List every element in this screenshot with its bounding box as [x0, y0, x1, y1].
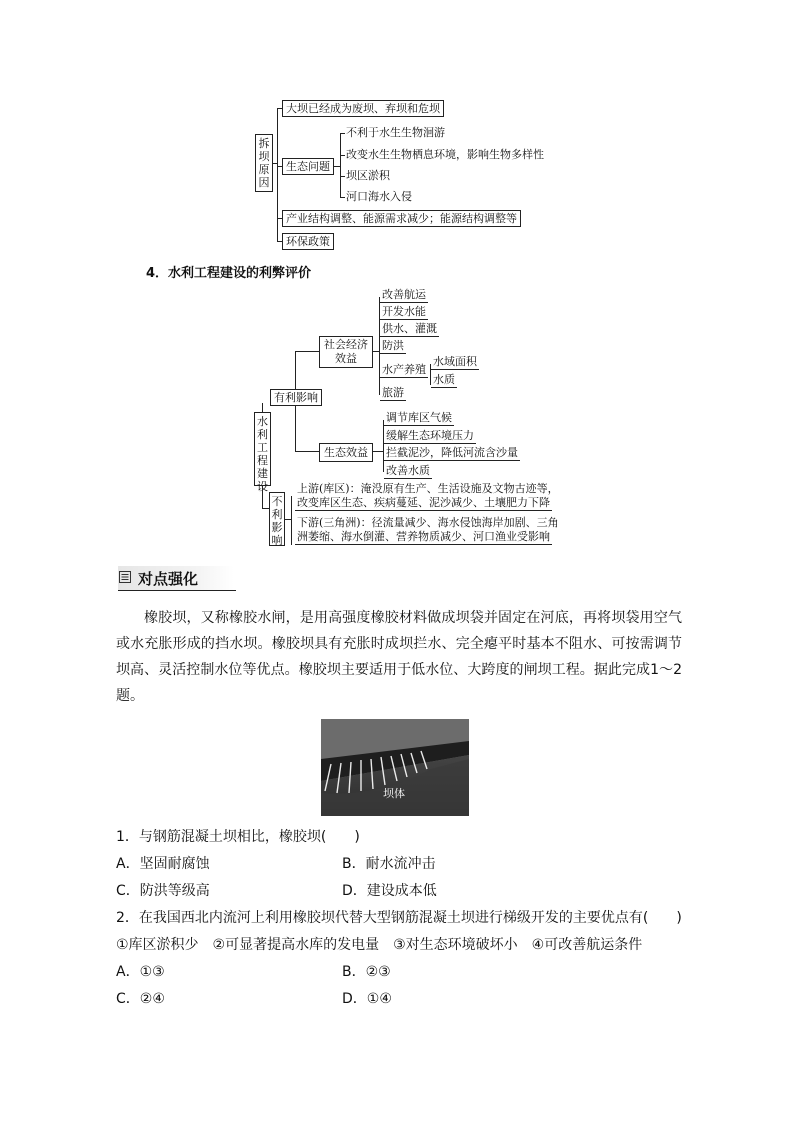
negative-impact-box: 不 利 影 响: [269, 492, 285, 546]
eco-item: 坝区淤积: [346, 169, 390, 182]
social-item: 开发水能: [382, 305, 426, 318]
eco-item: 不利于水生生物洄游: [346, 126, 445, 139]
question-2-stem: 2．在我国西北内流河上利用橡胶坝代替大型钢筋混凝土坝进行梯级开发的主要优点有( ): [116, 910, 682, 926]
q2-option-b: B．②③: [342, 964, 391, 980]
photo-label: 坝体: [383, 787, 405, 800]
eco-benefit-item: 调节库区气候: [386, 411, 452, 424]
question-1-stem: 1．与钢筋混凝土坝相比，橡胶坝( ): [116, 829, 360, 845]
ecological-benefit-box: 生态效益: [319, 443, 373, 462]
reason-abandoned-dams: 大坝已经成为废坝、弃坝和危坝: [282, 100, 444, 117]
q1-option-b: B．耐水流冲击: [342, 856, 436, 872]
upstream-impact-line: 改变库区生态、疾病蔓延、泥沙减少、土壤肥力下降: [297, 496, 550, 509]
q1-option-d: D．建设成本低: [342, 883, 437, 899]
social-item: 旅游: [382, 386, 404, 399]
dam-removal-root: 拆 坝 原 因: [255, 134, 273, 192]
eco-benefit-item: 改善水质: [386, 464, 430, 477]
social-item: 防洪: [382, 339, 404, 352]
social-item: 改善航运: [382, 288, 426, 301]
social-item: 供水、灌溉: [382, 322, 437, 335]
reason-industry: 产业结构调整、能源需求减少；能源结构调整等: [282, 210, 521, 227]
eco-benefit-item: 拦截泥沙，降低河流含沙量: [386, 446, 518, 459]
q1-option-c: C．防洪等级高: [116, 883, 210, 899]
q2-option-d: D．①④: [342, 991, 392, 1007]
section-title: 对点强化: [138, 570, 199, 588]
reason-ecology: 生态问题: [282, 158, 334, 175]
section-4-heading: 4．水利工程建设的利弊评价: [146, 266, 312, 281]
reason-policy: 环保政策: [282, 233, 334, 250]
positive-impact-box: 有利影响: [270, 389, 322, 406]
q1-option-a: A．坚固耐腐蚀: [116, 856, 210, 872]
social-item: 水产养殖: [382, 363, 426, 376]
upstream-impact-line: 上游(库区)：淹没原有生产、生活设施及文物古迹等，: [297, 482, 559, 495]
downstream-impact-line: 下游(三角洲)：径流量减少、海水侵蚀海岸加剧、三角: [297, 516, 559, 529]
q2-statements: ①库区淤积少 ②可显著提高水库的发电量 ③对生态环境破坏小 ④可改善航运条件: [116, 937, 643, 953]
downstream-impact-line: 洲萎缩、海水倒灌、营养物质减少、河口渔业受影响: [297, 530, 550, 543]
social-economic-box: 社会经济 效益: [319, 336, 373, 368]
eco-item: 改变水生生物栖息环境，影响生物多样性: [346, 148, 544, 161]
eco-item: 河口海水入侵: [346, 190, 412, 203]
section-icon: [119, 571, 131, 583]
rubber-dam-photo: [321, 719, 469, 816]
q2-option-a: A．①③: [116, 964, 165, 980]
water-project-root: 水 利 工 程 建 设: [254, 412, 271, 486]
intro-paragraph: 橡胶坝，又称橡胶水闸，是用高强度橡胶材料做成坝袋并固定在河底，再将坝袋用空气或水充胀形成的挡水坝。橡胶坝具有充胀时成坝拦水、完全瘪平时基本不阻水、可按需调节坝高、灵活控制水位等优点。橡胶坝主要适用于低水位、大跨度的闸坝工程。据此完成1～2题。: [116, 610, 682, 704]
aquaculture-item: 水域面积: [433, 355, 477, 368]
dam-photo-illustration: [321, 719, 469, 816]
q2-option-c: C．②④: [116, 991, 165, 1007]
aquaculture-item: 水质: [433, 373, 455, 386]
eco-benefit-item: 缓解生态环境压力: [386, 429, 474, 442]
